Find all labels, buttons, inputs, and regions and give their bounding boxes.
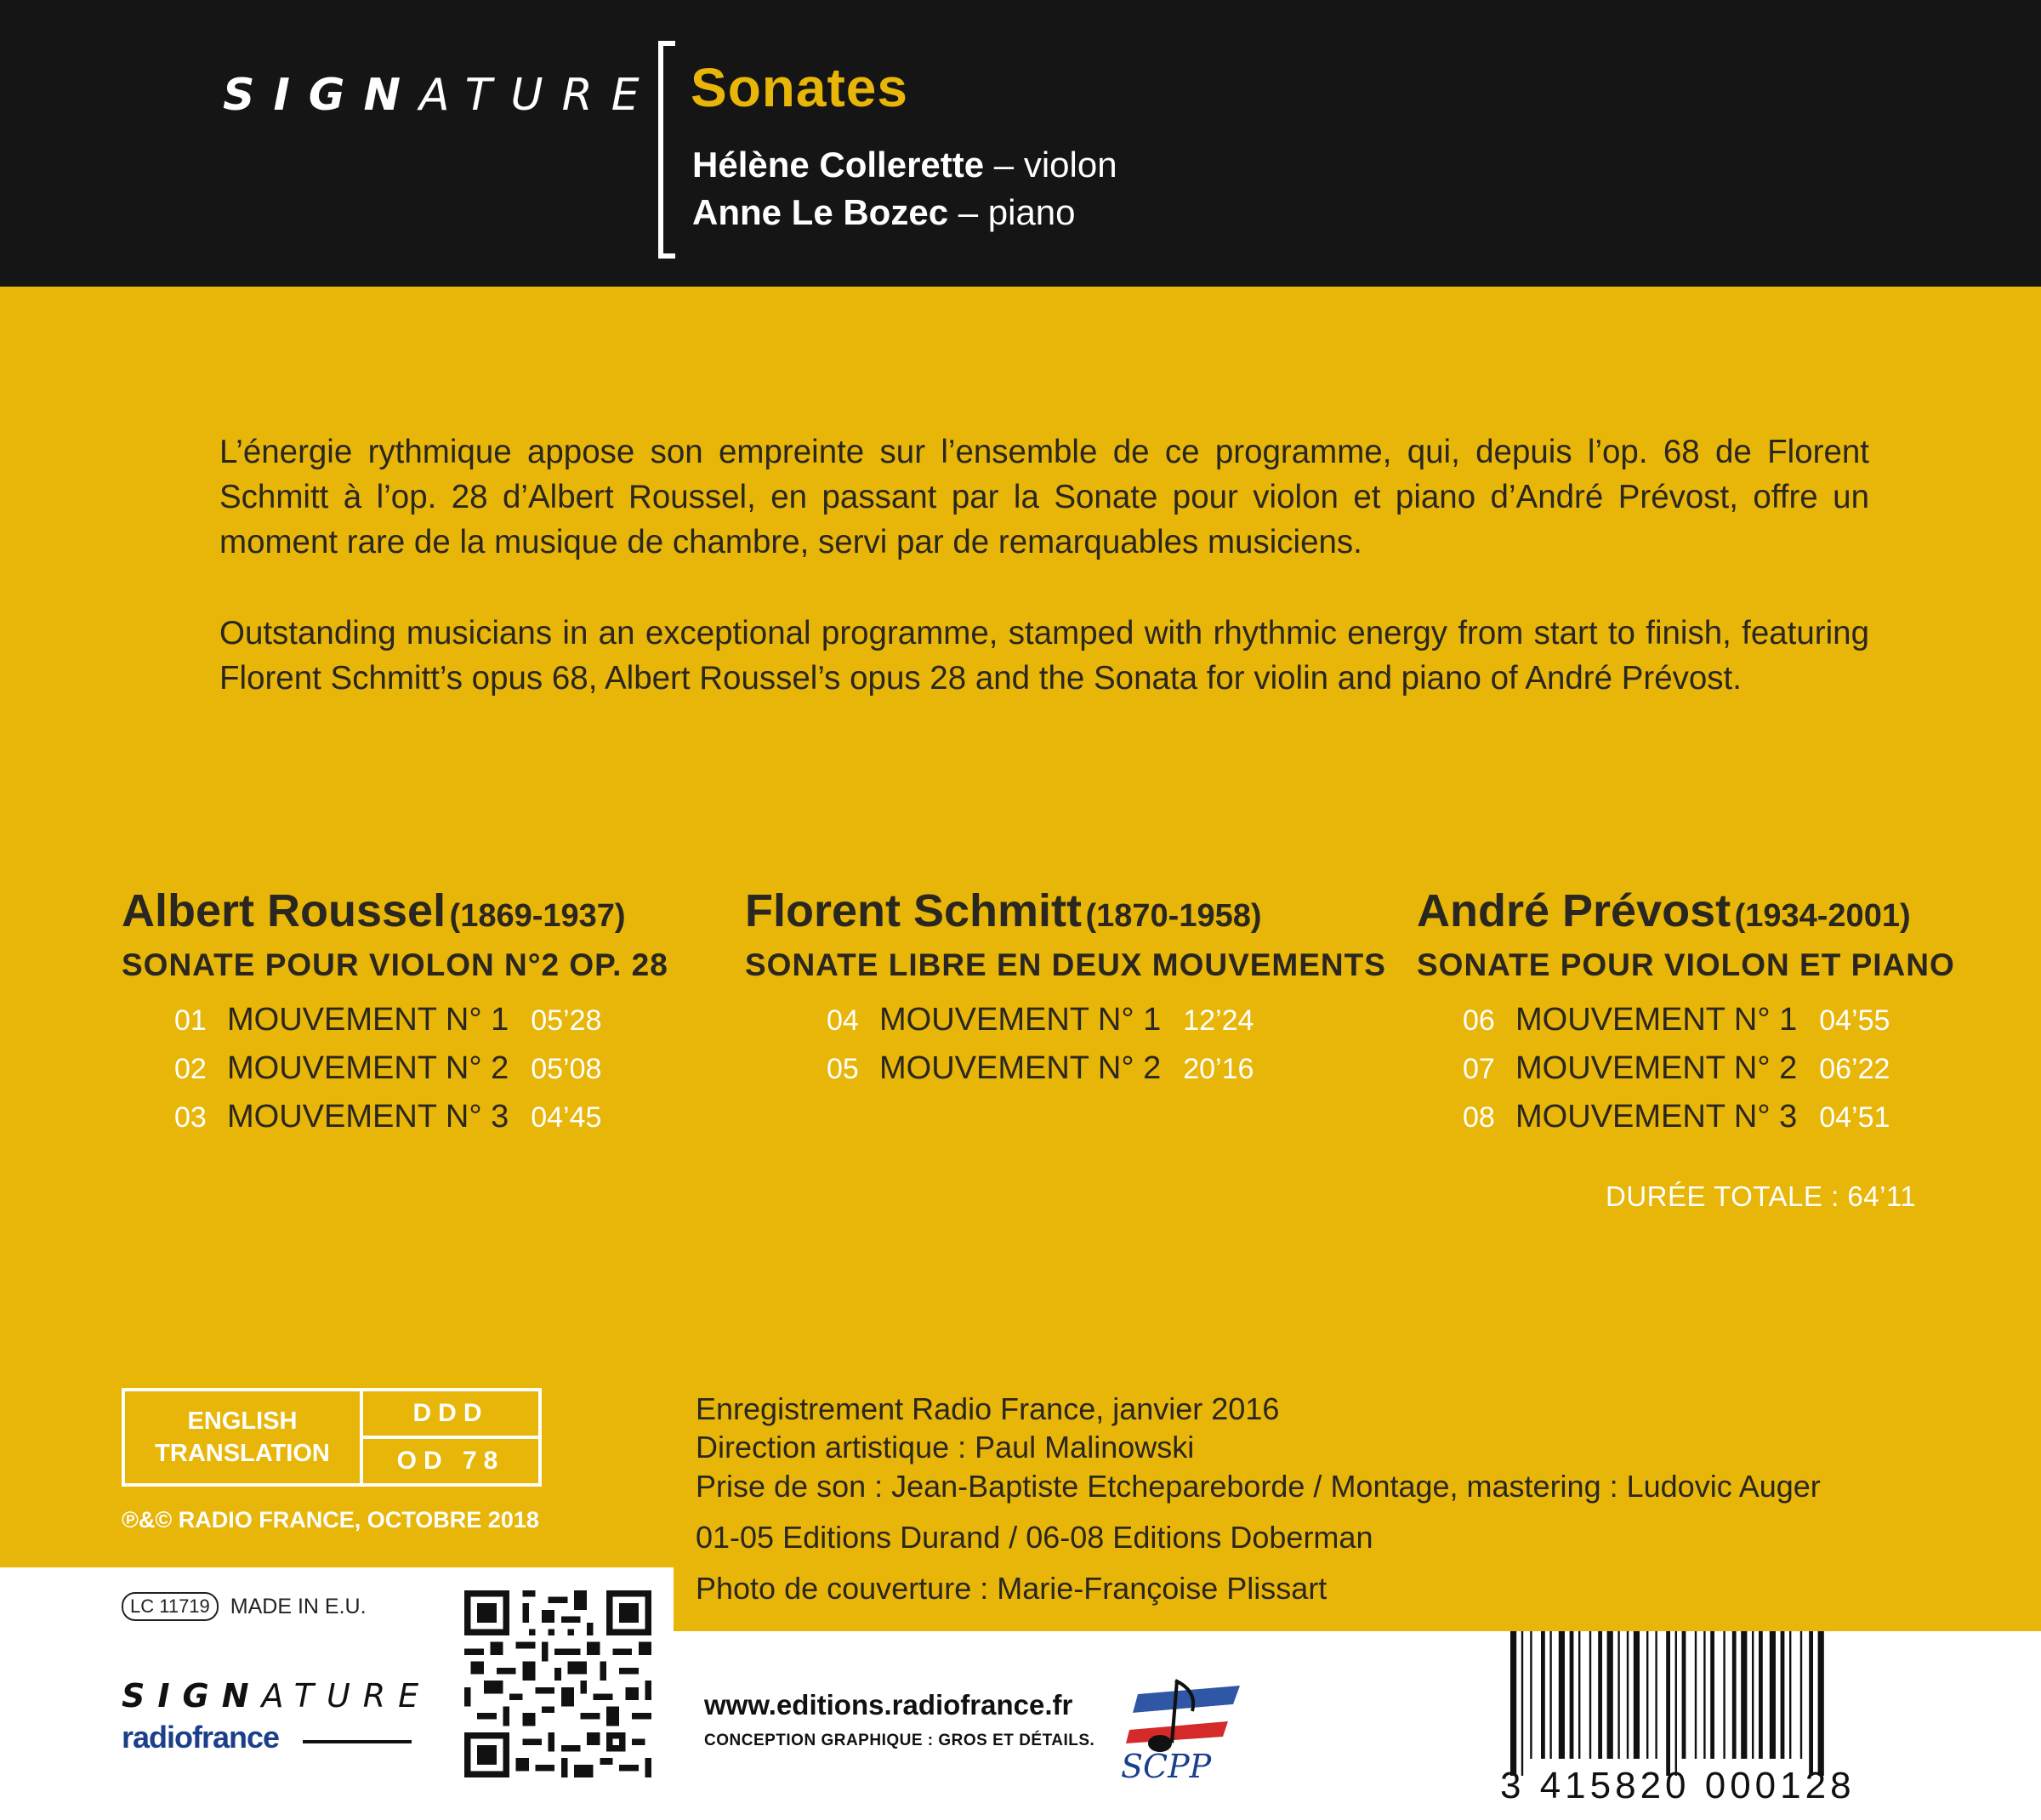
track-name: MOUVEMENT N° 1 [879, 1002, 1162, 1038]
track-name: MOUVEMENT N° 2 [879, 1050, 1162, 1086]
qr-code-icon [464, 1590, 651, 1777]
track-number: 06 [1463, 1004, 1495, 1037]
track-row [1463, 1050, 1955, 1099]
barcode-icon [1498, 1631, 1930, 1801]
track-row [174, 1002, 668, 1050]
barcode-bar [1818, 1631, 1824, 1776]
track-row [1463, 1002, 1955, 1050]
track-duration: 06’22 [1819, 1053, 1890, 1085]
barcode-bar [1634, 1631, 1640, 1759]
barcode-bar [1559, 1631, 1565, 1759]
translation-cell [125, 1391, 363, 1483]
barcode-bar [1732, 1631, 1737, 1759]
track-name: MOUVEMENT N° 3 [1515, 1099, 1798, 1135]
label-code [122, 1592, 367, 1621]
logo-underline [303, 1740, 412, 1743]
signature-logo [223, 70, 658, 121]
track-name: MOUVEMENT N° 1 [227, 1002, 509, 1038]
track-name: MOUVEMENT N° 2 [1515, 1050, 1798, 1086]
logo-bold-part: SIGN [223, 70, 419, 121]
track-number: 04 [827, 1004, 859, 1037]
barcode-bar [1695, 1631, 1697, 1759]
track-duration: 05’28 [531, 1004, 602, 1037]
barcode-bar [1578, 1631, 1580, 1759]
barcode-bar [1521, 1631, 1523, 1776]
work-schmitt [745, 884, 1386, 1099]
barcode-bar [1781, 1631, 1785, 1759]
barcode-bar [1549, 1631, 1551, 1759]
composer-heading [122, 884, 668, 937]
track-row [174, 1050, 668, 1099]
barcode-bar [1770, 1631, 1776, 1759]
catalog-code: OD 78 [396, 1447, 505, 1475]
description-english: Outstanding musicians in an exceptional programme, stamped with rhythmic energy from start to finish, featuring Florent Schmitt’s opus 68, Albert Roussel’s opus 28 and the Sonata for violin and piano of André Prévost. [219, 615, 1869, 697]
barcode-bar [1607, 1631, 1613, 1759]
bracket-divider [658, 41, 675, 259]
track-duration: 20’16 [1183, 1053, 1254, 1085]
track-name: MOUVEMENT N° 3 [227, 1099, 509, 1135]
translation-line-1: ENGLISH [187, 1408, 298, 1435]
barcode-bar [1541, 1631, 1545, 1759]
composer-heading [1417, 884, 1955, 937]
barcode-bar [1646, 1631, 1648, 1759]
work-title: SONATE POUR VIOLON N°2 OP. 28 [122, 947, 668, 982]
scpp-logo-icon [1121, 1674, 1248, 1784]
performer-role: – violon [993, 145, 1117, 185]
barcode-bar [1752, 1631, 1754, 1759]
info-box [122, 1388, 542, 1487]
track-row [1463, 1099, 1955, 1147]
barcode-bar [1598, 1631, 1602, 1759]
work-roussel [122, 884, 668, 1147]
barcode-bar [1655, 1631, 1657, 1759]
barcode-bar [1627, 1631, 1629, 1759]
barcode-bar [1617, 1631, 1619, 1759]
track-number: 08 [1463, 1101, 1495, 1134]
performer-role: – piano [958, 192, 1076, 232]
track-number: 07 [1463, 1053, 1495, 1085]
composer-dates: (1870-1958) [1085, 898, 1262, 934]
credit-sound: Prise de son : Jean-Baptiste Etchepareborde / Montage, mastering : Ludovic Auger [696, 1469, 1821, 1504]
track-row [827, 1002, 1386, 1050]
track-duration: 04’55 [1819, 1004, 1890, 1037]
barcode-bar [1800, 1631, 1802, 1759]
performer-violin [692, 145, 1117, 185]
radiofrance-logo: radiofrance [122, 1720, 280, 1755]
barcode-bar [1809, 1631, 1813, 1776]
made-in: MADE IN E.U. [230, 1594, 367, 1618]
track-row [827, 1050, 1386, 1099]
track-number: 03 [174, 1101, 207, 1134]
signature-logo-footer [122, 1677, 431, 1715]
track-name: MOUVEMENT N° 1 [1515, 1002, 1798, 1038]
scpp-label: SCPP [1121, 1748, 1212, 1784]
codes-cell [363, 1391, 538, 1483]
lc-badge: LC 11719 [122, 1592, 219, 1621]
website-url[interactable]: www.editions.radiofrance.fr [704, 1689, 1073, 1720]
track-name: MOUVEMENT N° 2 [227, 1050, 509, 1086]
work-title: SONATE POUR VIOLON ET PIANO [1417, 947, 1955, 982]
credit-editions: 01-05 Editions Durand / 06-08 Editions Doberman [696, 1520, 1373, 1555]
track-number: 02 [174, 1053, 207, 1085]
work-title: SONATE LIBRE EN DEUX MOUVEMENTS [745, 947, 1386, 982]
translation-line-2: TRANSLATION [155, 1440, 330, 1467]
barcode-bar [1666, 1631, 1670, 1776]
barcode-bar [1675, 1631, 1677, 1776]
design-credit: CONCEPTION GRAPHIQUE : GROS ET DÉTAILS. [704, 1732, 1095, 1749]
performer-piano [692, 192, 1076, 233]
track-row [174, 1099, 668, 1147]
track-duration: 05’08 [531, 1053, 602, 1085]
composer-name: Albert Roussel [122, 885, 446, 936]
barcode-bar [1589, 1631, 1591, 1759]
logo-thin-part: ATURE [419, 70, 658, 121]
track-number: 05 [827, 1053, 859, 1085]
track-number: 01 [174, 1004, 207, 1037]
performer-name: Anne Le Bozec [692, 192, 949, 232]
barcode-bar [1710, 1631, 1714, 1759]
barcode-bar [1510, 1631, 1516, 1776]
recording-code: DDD [363, 1391, 538, 1439]
composer-dates: (1934-2001) [1734, 898, 1911, 934]
logo-bold-part: SIGN [122, 1677, 262, 1715]
track-duration: 04’51 [1819, 1101, 1890, 1134]
track-list [827, 1002, 1386, 1099]
composer-name: André Prévost [1417, 885, 1731, 936]
barcode-bar [1682, 1631, 1686, 1759]
total-duration: DURÉE TOTALE : 64’11 [1606, 1180, 1917, 1212]
description-french: L’énergie rythmique appose son empreinte sur l’ensemble de ce programme, qui, depuis l’op. 68 de Florent Schmitt à l’op. 28 d’Albert Roussel, en passant par la Sonate pour violon et piano d’André Prévost, offre un moment rare de la musique de chambre, servi par de remarquables musiciens. [219, 434, 1869, 560]
barcode-bar [1530, 1631, 1532, 1759]
composer-heading [745, 884, 1386, 937]
header-band [0, 0, 2041, 287]
composer-dates: (1869-1937) [449, 898, 626, 934]
barcode-bar [1723, 1631, 1725, 1759]
barcode-bar [1759, 1631, 1763, 1759]
barcode-bar [1789, 1631, 1791, 1759]
track-duration: 12’24 [1183, 1004, 1254, 1037]
logo-thin-part: ATURE [261, 1677, 432, 1715]
credit-artistic-direction: Direction artistique : Paul Malinowski [696, 1430, 1195, 1465]
barcode-bar [1703, 1631, 1705, 1759]
track-list [174, 1002, 668, 1147]
barcode-bar [1570, 1631, 1574, 1759]
barcode-number: 3 415820 000128 [1500, 1765, 1856, 1801]
credit-cover-photo: Photo de couverture : Marie-Françoise Plissart [696, 1571, 1328, 1606]
composer-name: Florent Schmitt [745, 885, 1083, 936]
copyright-notice: ℗&© RADIO FRANCE, OCTOBRE 2018 [122, 1507, 539, 1533]
credit-recording: Enregistrement Radio France, janvier 2016 [696, 1391, 1280, 1426]
album-title: Sonates [691, 57, 908, 118]
barcode-bar [1741, 1631, 1747, 1759]
performer-name: Hélène Collerette [692, 145, 985, 185]
work-prevost [1417, 884, 1955, 1147]
track-list [1463, 1002, 1955, 1147]
track-duration: 04’45 [531, 1101, 602, 1134]
